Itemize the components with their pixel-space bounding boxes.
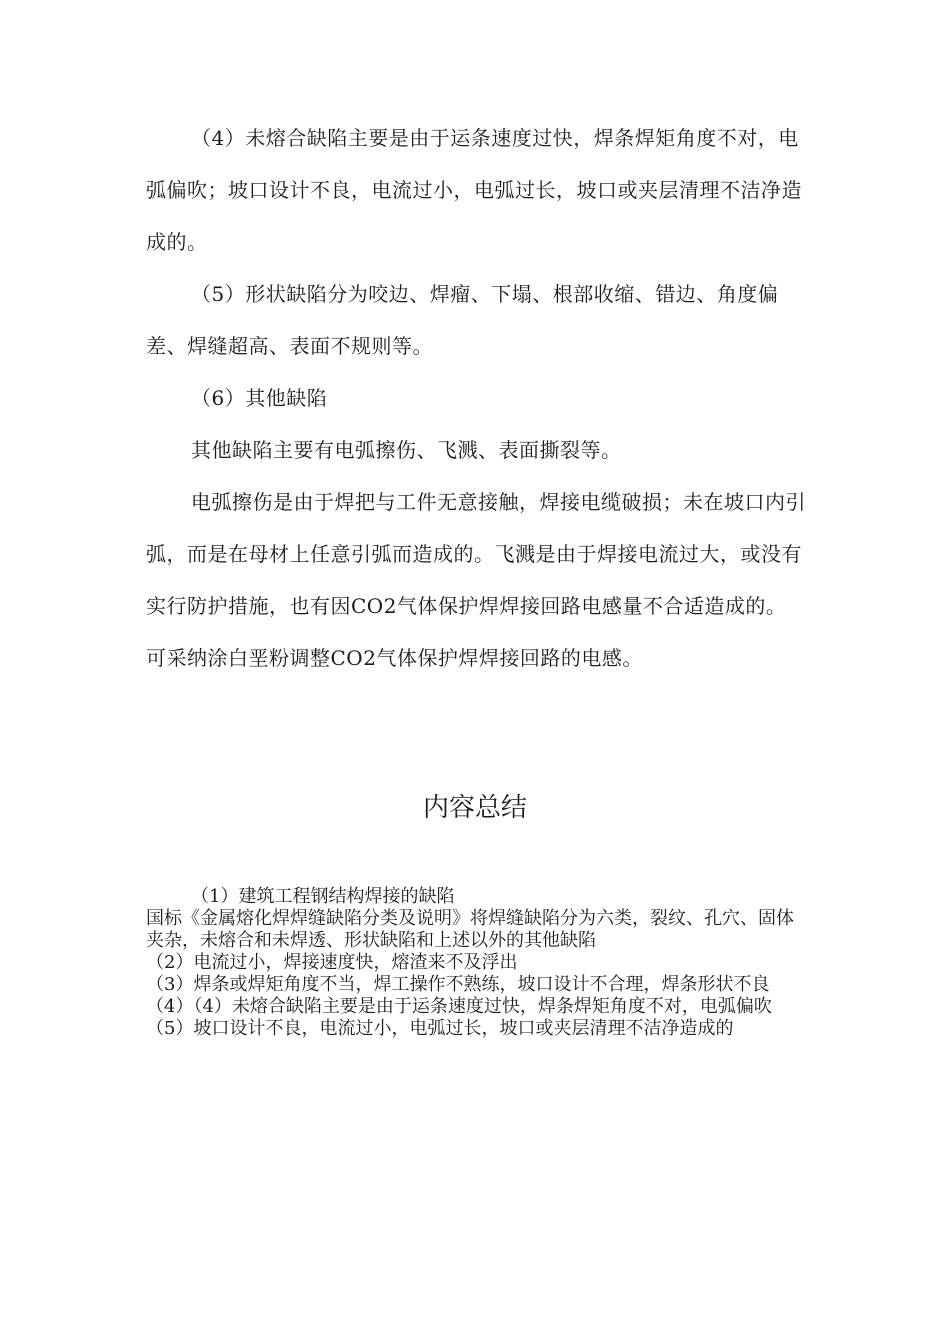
paragraph-other-defects-heading: （6）其他缺陷 bbox=[191, 386, 328, 410]
summary-line: （5）坡口设计不良，电流过小，电弧过长，坡口或夹层清理不洁净造成的 bbox=[146, 1018, 734, 1039]
paragraph-arc-strike-spatter: 电弧擦伤是由于焊把与工件无意接触，焊接电缆破损；未在坡口内引弧，而是在母材上任意引弧而造成的。飞溅是由于焊接电流过大，或没有实行防护措施，也有因CO2气体保护焊焊接回路电感量不合适造成的。可采纳涂白垩粉调整CO2气体保护焊焊接回路的电感。 bbox=[146, 490, 806, 670]
summary-line: 国标《金属熔化焊焊缝缺陷分类及说明》将焊缝缺陷分为六类，裂纹、孔穴、固体夹杂，未熔合和未焊透、形状缺陷和上述以外的其他缺陷 bbox=[146, 908, 794, 951]
summary-line: （3）焊条或焊矩角度不当，焊工操作不熟练，坡口设计不合理，焊条形状不良 bbox=[146, 974, 770, 995]
summary-title: 内容总结 bbox=[422, 793, 527, 823]
summary-line: （4）（4）未熔合缺陷主要是由于运条速度过快，焊条焊矩角度不对，电弧偏吹 bbox=[146, 996, 772, 1017]
summary-text bbox=[146, 886, 806, 1040]
summary-line: （1）建筑工程钢结构焊接的缺陷 bbox=[191, 886, 455, 907]
paragraph-shape-defects: （5）形状缺陷分为咬边、焊瘤、下塌、根部收缩、错边、角度偏差、焊缝超高、表面不规则等。 bbox=[146, 282, 779, 358]
paragraph-other-defects: 其他缺陷主要有电弧擦伤、飞溅、表面撕裂等。 bbox=[191, 438, 622, 462]
summary-line: （2）电流过小，焊接速度快，熔渣来不及浮出 bbox=[146, 952, 518, 973]
body-text bbox=[146, 112, 806, 684]
paragraph-incomplete-fusion: （4）未熔合缺陷主要是由于运条速度过快，焊条焊矩角度不对，电弧偏吹；坡口设计不良，电流过小，电弧过长，坡口或夹层清理不洁净造成的。 bbox=[146, 126, 802, 254]
